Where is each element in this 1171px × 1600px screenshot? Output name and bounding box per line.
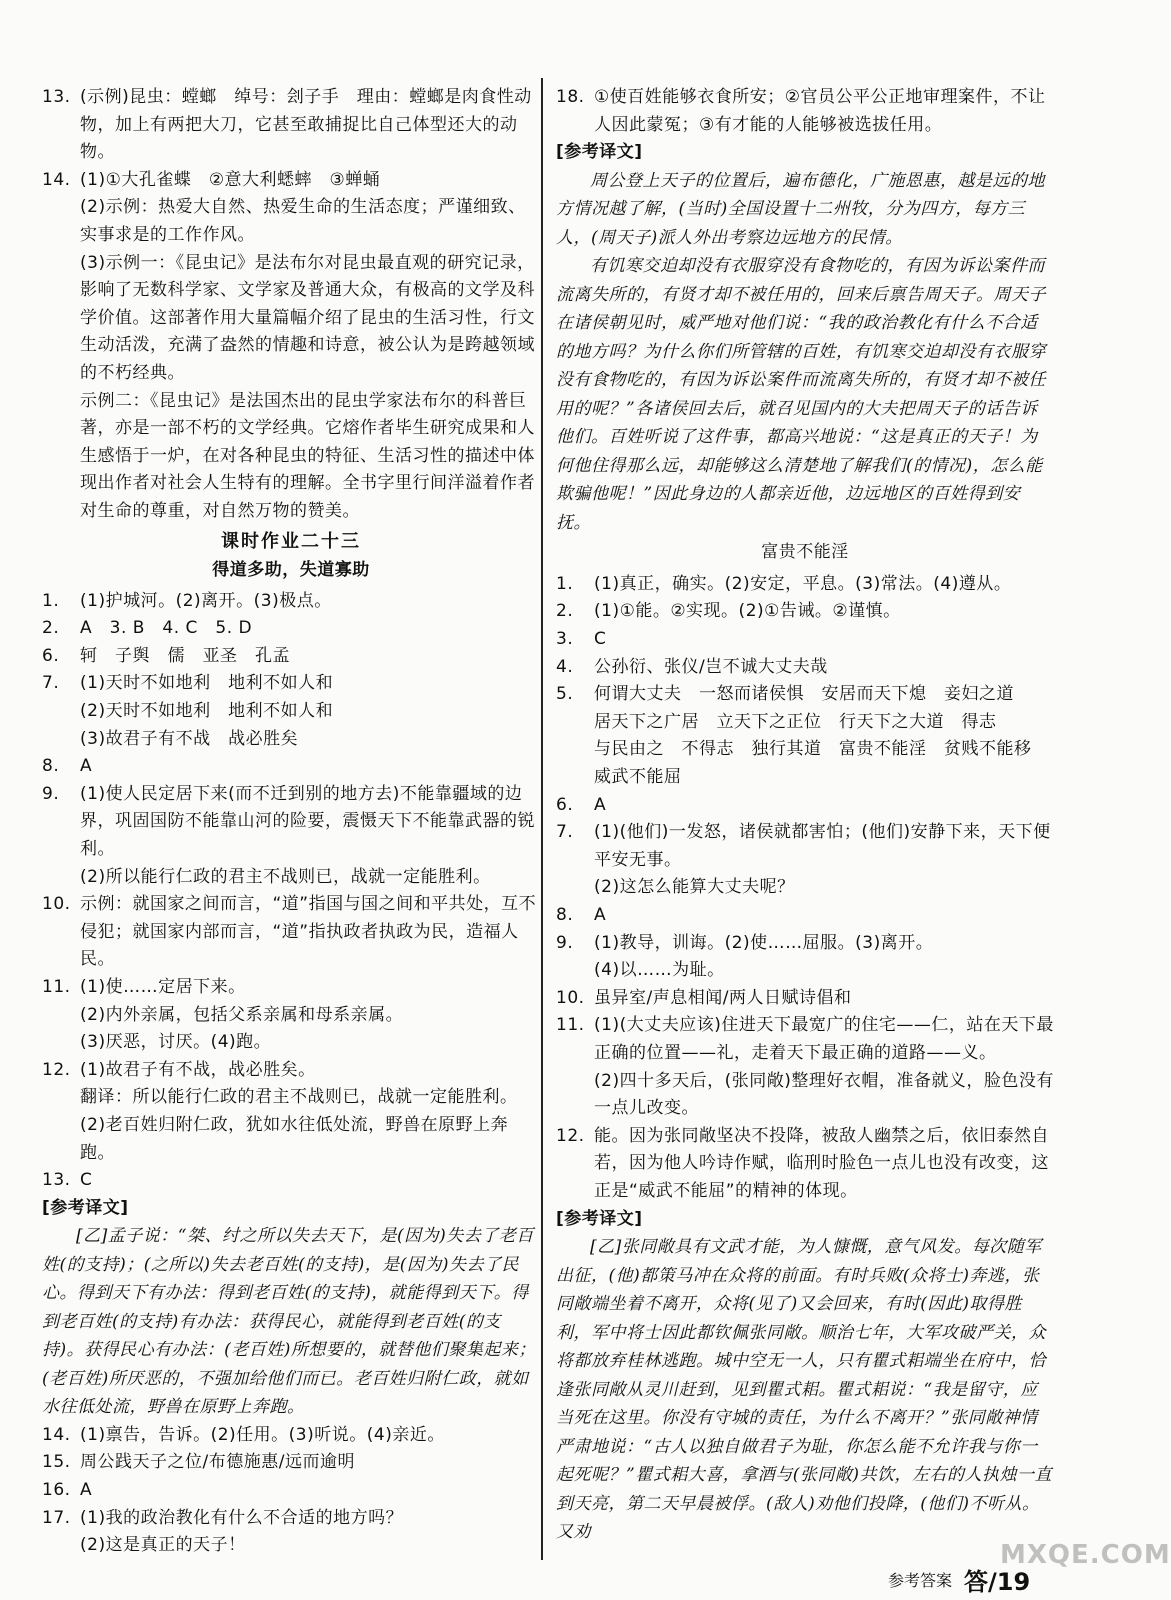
translation-text: 周公登上天子的位置后，遍布德化，广施恩惠，越是远的地方情况越了解，(当时)全国设置十二州牧，分为四方，每方三人，(周天子)派人外出考察边远地方的民情。: [556, 170, 1045, 248]
answer-10: 10. 虽异室/声息相闻/两人日赋诗倡和: [556, 987, 852, 1008]
translation-heading: [参考译文]: [556, 142, 643, 163]
section-title: 课时作业二十三: [221, 530, 361, 552]
answer-18: 18. ①使百姓能够衣食所安；②官员公平公正地审理案件，不让人因此蒙冤；③有才能的人能够被选拔任用。: [556, 87, 1046, 135]
answer-6: 6. 轲 子舆 儒 亚圣 孔孟: [42, 645, 290, 666]
answer-13b: 13. C: [42, 1170, 93, 1191]
page-number: 答/19: [964, 1568, 1031, 1596]
answer-1: 1. (1)护城河。(2)离开。(3)极点。: [42, 590, 332, 611]
answer-8: 8. A: [556, 905, 607, 925]
footer-label: 参考答案: [888, 1571, 953, 1590]
answer-13: 13. (示例)昆虫：螳螂 绰号：刽子手 理由：螳螂是肉食性动物，加上有两把大刀，它甚至敢捕捉比自己体型还大的动物。: [42, 87, 532, 163]
answer-9: 9. (1)使人民定居下来(而不迁到别的地方去)不能靠疆域的边界，巩固国防不能靠山河的险要，震慑天下不能靠武器的锐利。 (2)所以能行仁政的君主不战则已，战就一定能胜利。: [42, 783, 535, 887]
section-title: 富贵不能淫: [761, 542, 849, 563]
answer-16: 16. A: [42, 1480, 93, 1501]
answer-6: 6. A: [556, 794, 607, 815]
translation-text: 有饥寒交迫却没有衣服穿没有食物吃的，有因为诉讼案件而流离失所的，有贤才却不被任用的，回来后禀告周天子。周天子在诸侯朝见时，威严地对他们说：“我的政治教化有什么不合适的地方吗？为什么你们所管辖的百姓，有饥寒交迫却没有衣服穿没有食物吃的，有因为诉讼案件而流离失所的，有贤才却不被任用的呢？”各诸侯回去后，就召见国内的大夫把周天子的话告诉他们。百姓听说了这件事，都高兴地说：“这是真正的天子！为何他住得那么远，却能够这么清楚地了解我们(的情况)，怎么能欺骗他呢！”因此身边的人都亲近他，边远地区的百姓得到安抚。: [556, 256, 1046, 533]
answer-7: 7. (1)(他们)一发怒，诸侯就都害怕；(他们)安静下来，天下便平安无事。 (2)这怎么能算大丈夫呢？: [556, 822, 1051, 898]
answer-15: 15. 周公践天子之位/布德施惠/远而逾明: [42, 1452, 355, 1473]
answer-4: 4. 公孙衍、张仪/岂不诚大丈夫哉: [556, 656, 828, 677]
translation-heading: [参考译文]: [556, 1208, 643, 1229]
translation-heading: [参考译文]: [42, 1197, 129, 1218]
answer-17: 17. (1)我的政治教化有什么不合适的地方吗？ (2)这是真正的天子！: [42, 1507, 404, 1556]
answer-2: 2. (1)①能。②实现。(2)①告诫。②谨慎。: [556, 601, 901, 622]
answer-11: 11. (1)(大丈夫应该)住进天下最宽广的住宅——仁，站在天下最正确的位置——礼，走着天下最正确的道路——义。 (2)四十多天后，(张同敞)整理好衣帽，准备就义，脸色没有一点儿改变。: [556, 1015, 1054, 1119]
answer-12: 12. (1)故君子有不战，战必胜矣。 翻译：所以能行仁政的君主不战则已，战就一定能胜利。 (2)老百姓归附仁政，犹如水往低处流，野兽在原野上奔跑。: [42, 1059, 518, 1163]
answer-7: 7. (1)天时不如地利 地利不如人和 (2)天时不如地利 地利不如人和 (3)故君子有不战 战必胜矣: [42, 673, 334, 749]
answer-10: 10. 示例：就国家之间而言，“道”指国与国之间和平共处，互不侵犯；就国家内部而言，“道”指执政者执政为民，造福人民。: [42, 894, 537, 970]
answer-9: 9. (1)教导，训诲。(2)使……屈服。(3)离开。 (4)以……为耻。: [556, 932, 934, 981]
translation-text: [乙]张同敞具有文武才能，为人慷慨，意气风发。每次随军出征，(他)都策马冲在众将的前面。有时兵败(众将士)奔逃，张同敞端坐着不离开，众将(见了)又会回来，有时(因此)取得胜利，军中将士因此都钦佩张同敞。顺治七年，大军攻破严关，众将都放弃桂林逃跑。城中空无一人，只有瞿式耜端坐在府中，恰逢张同敞从灵川赶到，见到瞿式耜。瞿式耜说：“我是留守，应当死在这里。你没有守城的责任，为什么不离开？”张同敞神情严肃地说：“古人以独自做君子为耻，你怎么能不允许我与你一起死呢？”瞿式耜大喜，拿酒与(张同敞)共饮，左右的人执烛一直到天亮，第二天早晨被俘。(敌人)劝他们投降，(他们)不听从。又劝: [556, 1237, 1052, 1543]
answer-8: 8. A: [42, 756, 93, 777]
answer-3: 3. C: [556, 629, 607, 650]
answer-11: 11. (1)使……定居下来。 (2)内外亲属，包括父系亲属和母系亲属。 (3)厌恶，讨厌。(4)跑。: [42, 977, 404, 1053]
column-divider: [541, 78, 543, 1560]
answer-2-5: 2. A 3. B 4. C 5. D: [42, 618, 253, 639]
left-column: [42, 84, 540, 1560]
answer-1: 1. (1)真正，确实。(2)安定，平息。(3)常法。(4)遵从。: [556, 573, 1012, 594]
answer-14: 14. (1)①大孔雀蝶 ②意大利蟋蟀 ③蝉蛹 (2)示例：热爱大自然、热爱生命的生活态度；严谨细致、实事求是的工作作风。 (3)示例一：《昆虫记》是法布尔对昆虫最直观的研究记录，影响了无数科学家、文学家及普通大众，有极高的文学及科学价值。这部著作用大量篇幅介绍了昆虫的生活习性，行文生动活泼，充满了盎然的情趣和诗意，被公认为是跨越领域的不朽经典。 示例二：《昆虫记》是法国杰出的昆虫学家法布尔的科普巨著，亦是一部不朽的文学经典。它熔作者毕生研究成果和人生感悟于一炉，在对各种昆虫的特征、生活习性的描述中体现出作者对社会人生特有的理解。全书字里行间洋溢着作者对生命的尊重，对自然万物的赞美。: [42, 169, 535, 521]
answer-14b: 14. (1)禀告，告诉。(2)任用。(3)听说。(4)亲近。: [42, 1424, 445, 1445]
right-column: [556, 84, 1054, 1547]
answer-12: 12. 能。因为张同敞坚决不投降，被敌人幽禁之后，依旧泰然自若，因为他人吟诗作赋，临刑时脸色一点儿也没有改变，这正是“威武不能屈”的精神的体现。: [556, 1125, 1049, 1201]
watermark: MXQE.COM: [1000, 1540, 1171, 1570]
translation-text: [乙]孟子说：“桀、纣之所以失去天下，是(因为)失去了老百姓(的支持)；(之所以)失去老百姓(的支持)，是(因为)失去了民心。得到天下有办法：得到老百姓(的支持)，就能得到天下。得到老百姓(的支持)有办法：获得民心，就能得到老百姓(的支持)。获得民心有办法：(老百姓)所想要的，就替他们聚集起来；(老百姓)所厌恶的，不强加给他们而已。老百姓归附仁政，就如水往低处流，野兽在原野上奔跑。: [42, 1226, 536, 1418]
section-subtitle: 得道多助，失道寡助: [212, 560, 370, 581]
answer-5: 5. 何谓大丈夫 一怒而诸侯惧 安居而天下熄 妾妇之道 居天下之广居 立天下之正位 行天下之大道 得志 与民由之 不得志 独行其道 富贵不能淫 贫贱不能移 威武不能屈: [556, 684, 1032, 788]
